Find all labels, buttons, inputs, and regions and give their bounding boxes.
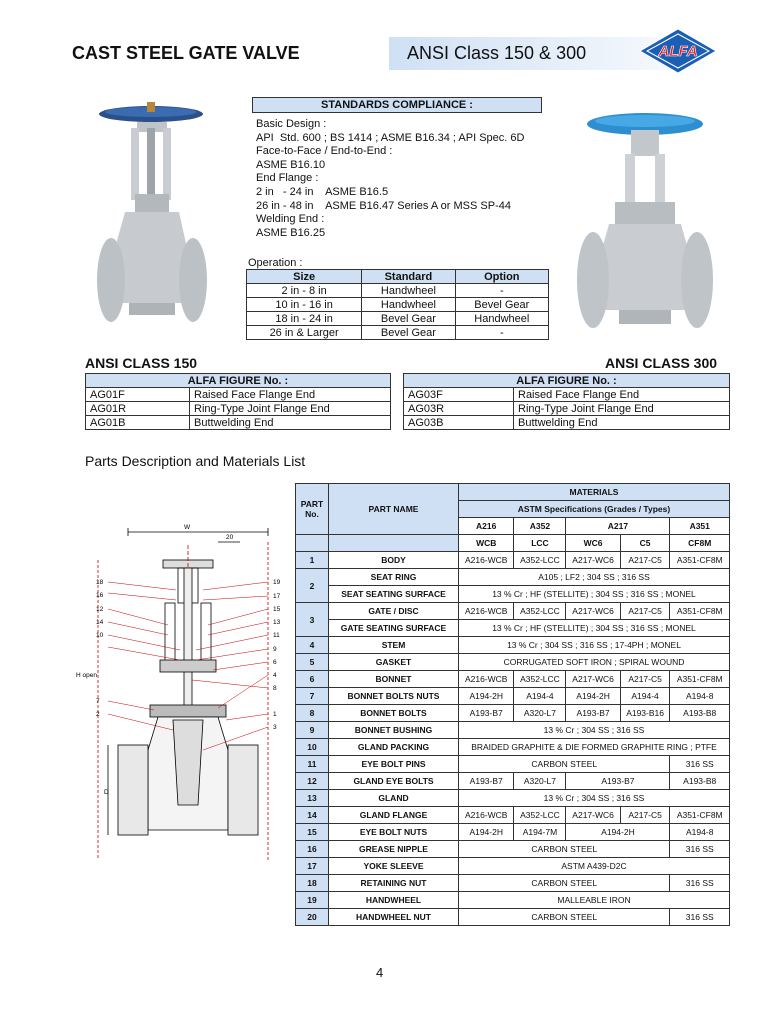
type-header: C5 [620,535,670,552]
material-cell: A216-WCB [459,552,514,569]
callout-label: 9 [273,646,277,653]
op-cell: 26 in & Larger [247,326,362,340]
op-cell: 18 in - 24 in [247,312,362,326]
part-name: HANDWHEEL [329,892,459,909]
op-cell: Bevel Gear [362,312,455,326]
material-cell: A352-LCC [514,671,566,688]
part-number: 14 [296,807,329,824]
dim-hopen-label: H open [76,672,97,679]
part-name: RETAINING NUT [329,875,459,892]
valve-cross-section-diagram [68,520,288,880]
callout-label: 17 [273,593,281,600]
material-cell: A352-LCC [514,552,566,569]
op-cell: Handwheel [455,312,548,326]
part-number: 12 [296,773,329,790]
material-cell: A193-B8 [670,773,730,790]
part-number: 1 [296,552,329,569]
table-row [247,326,549,340]
grade-header: A217 [566,518,670,535]
callout-label: 14 [96,619,104,626]
gate-valve-photo-class300 [575,110,715,332]
material-cell: A352-LCC [514,603,566,620]
part-name: YOKE SLEEVE [329,858,459,875]
standards-line: ASME B16.25 [256,226,326,239]
material-cell: A194-7M [514,824,566,841]
figure-code: AG03F [404,388,514,402]
table-row [296,654,730,671]
dim-20-label: 20 [226,534,234,541]
type-header: CF8M [670,535,730,552]
figure-desc: Buttwelding End [190,416,391,430]
material-cell: A194-4 [514,688,566,705]
table-row [404,416,730,430]
table-row [296,637,730,654]
material-cell: 13 % Cr ; HF (STELLITE) ; 304 SS ; 316 SS ; MONEL [459,586,730,603]
material-cell: A217-WC6 [566,807,620,824]
op-cell: Handwheel [362,298,455,312]
part-name: GATE SEATING SURFACE [329,620,459,637]
callout-label: 12 [96,606,104,613]
part-name: GLAND FLANGE [329,807,459,824]
material-cell: 13 % Cr ; 304 SS ; 316 SS ; 17-4PH ; MONEL [459,637,730,654]
part-number: 5 [296,654,329,671]
callout-label: 19 [273,579,281,586]
standards-line: 26 in - 48 in ASME B16.47 Series A or MSS SP-44 [256,199,511,212]
callout-label: 15 [273,606,281,613]
op-cell: 10 in - 16 in [247,298,362,312]
standards-line: End Flange : [256,172,319,185]
op-cell: - [455,284,548,298]
table-row [404,402,730,416]
part-name-header: PART NAME [329,484,459,535]
op-header: Option [455,270,548,284]
material-cell: A193-B7 [459,773,514,790]
table-row [296,569,730,586]
material-cell: A217-C5 [620,603,670,620]
material-cell: A193-B7 [566,705,620,722]
op-cell: - [455,326,548,340]
material-cell: A217-WC6 [566,603,620,620]
material-cell: A193-B7 [459,705,514,722]
table-row [86,402,391,416]
page-title: CAST STEEL GATE VALVE [72,43,300,63]
material-cell: BRAIDED GRAPHITE & DIE FORMED GRAPHITE RING ; PTFE [459,739,730,756]
grade-header: A216 [459,518,514,535]
alfa-logo [638,27,718,75]
callout-label: 6 [273,659,277,666]
grade-header: A351 [670,518,730,535]
dim-w-label: W [184,524,191,531]
figure-heading: ALFA FIGURE No. : [404,374,730,388]
class300-figure-table [403,373,730,430]
class300-label: ANSI CLASS 300 [605,355,718,371]
material-cell: A320-L7 [514,773,566,790]
part-number: 7 [296,688,329,705]
astm-header: ASTM Specifications (Grades / Types) [459,501,730,518]
callout-label: 3 [273,724,277,731]
material-cell: A194-8 [670,824,730,841]
material-cell: 316 SS [670,875,730,892]
material-cell: CARBON STEEL [459,841,670,858]
material-cell: A105 ; LF2 ; 304 SS ; 316 SS [459,569,730,586]
standards-line: Basic Design : [256,118,327,130]
figure-code: AG01R [86,402,190,416]
table-row [296,620,730,637]
material-cell: A351-CF8M [670,552,730,569]
figure-desc: Buttwelding End [514,416,730,430]
part-number: 4 [296,637,329,654]
figure-code: AG03B [404,416,514,430]
table-row [296,773,730,790]
part-number: 18 [296,875,329,892]
material-cell: ASTM A439-D2C [459,858,730,875]
material-cell: A217-C5 [620,671,670,688]
figure-desc: Raised Face Flange End [190,388,391,402]
material-cell: A351-CF8M [670,807,730,824]
material-cell: A194-2H [566,688,620,705]
figure-desc: Raised Face Flange End [514,388,730,402]
table-row [404,388,730,402]
material-cell: A193-B8 [670,705,730,722]
blank-cell [296,535,329,552]
part-name: SEAT SEATING SURFACE [329,586,459,603]
part-number: 17 [296,858,329,875]
parts-title: Parts Description and Materials List [85,453,306,469]
callout-label: 8 [273,685,277,692]
table-row [296,705,730,722]
op-cell: 2 in - 8 in [247,284,362,298]
op-header: Standard [362,270,455,284]
part-name: GATE / DISC [329,603,459,620]
standards-line: Welding End : [256,213,325,226]
part-number: 9 [296,722,329,739]
table-row [296,603,730,620]
operation-table [246,269,549,340]
table-row [86,416,391,430]
part-number: 11 [296,756,329,773]
table-row [86,388,391,402]
material-cell: A351-CF8M [670,603,730,620]
material-cell: A193-B16 [620,705,670,722]
table-row [296,586,730,603]
operation-label: Operation : [248,257,303,269]
table-row [247,312,549,326]
op-cell: Handwheel [362,284,455,298]
material-cell: 316 SS [670,756,730,773]
material-cell: A217-C5 [620,807,670,824]
material-cell: A217-WC6 [566,552,620,569]
table-row [296,807,730,824]
material-cell: A216-WCB [459,671,514,688]
callout-label: 1 [273,711,277,718]
class-banner-text: ANSI Class 150 & 300 [407,43,587,63]
material-cell: CARBON STEEL [459,875,670,892]
standards-line: Face-to-Face / End-to-End : [256,145,393,158]
material-cell: A217-C5 [620,552,670,569]
callout-label: 13 [273,619,281,626]
table-row [296,756,730,773]
standards-text [256,118,524,240]
figure-desc: Ring-Type Joint Flange End [190,402,391,416]
callout-label: 16 [96,592,104,599]
part-name: GLAND EYE BOLTS [329,773,459,790]
class150-figure-table [85,373,391,430]
part-number: 16 [296,841,329,858]
material-cell: A194-2H [459,688,514,705]
part-number: 20 [296,909,329,926]
op-header: Size [247,270,362,284]
part-number: 10 [296,739,329,756]
part-name: GASKET [329,654,459,671]
material-cell: 316 SS [670,909,730,926]
standards-heading: STANDARDS COMPLIANCE : [252,97,542,113]
part-name: EYE BOLT PINS [329,756,459,773]
table-row [296,875,730,892]
material-cell: A320-L7 [514,705,566,722]
part-name: GLAND PACKING [329,739,459,756]
callout-label: 2 [96,711,100,718]
standards-line: API Std. 600 ; BS 1414 ; ASME B16.34 ; API Spec. 6D [256,131,525,144]
materials-header: MATERIALS [459,484,730,501]
op-cell: Bevel Gear [455,298,548,312]
table-row [296,824,730,841]
part-number: 8 [296,705,329,722]
part-number: 15 [296,824,329,841]
part-name: GREASE NIPPLE [329,841,459,858]
table-row [296,858,730,875]
material-cell: CARBON STEEL [459,909,670,926]
table-row [296,688,730,705]
table-row [296,671,730,688]
part-number: 3 [296,603,329,637]
part-number: 13 [296,790,329,807]
callout-label: 10 [96,632,104,639]
material-cell: A217-WC6 [566,671,620,688]
material-cell: A351-CF8M [670,671,730,688]
table-row [296,552,730,569]
standards-line: ASME B16.10 [256,158,326,171]
table-row [247,298,549,312]
figure-heading: ALFA FIGURE No. : [86,374,391,388]
table-row [296,892,730,909]
materials-table [295,483,730,926]
material-cell: 13 % Cr ; 304 SS ; 316 SS [459,722,730,739]
part-name: BODY [329,552,459,569]
material-cell: A194-4 [620,688,670,705]
table-row [296,790,730,807]
figure-desc: Ring-Type Joint Flange End [514,402,730,416]
material-cell: CORRUGATED SOFT IRON ; SPIRAL WOUND [459,654,730,671]
material-cell: A216-WCB [459,807,514,824]
material-cell: A352-LCC [514,807,566,824]
part-name: STEM [329,637,459,654]
material-cell: A194-8 [670,688,730,705]
part-number: 19 [296,892,329,909]
material-cell: A194-2H [566,824,670,841]
material-cell: A193-B7 [566,773,670,790]
table-row [247,284,549,298]
material-cell: A194-2H [459,824,514,841]
standards-line: 2 in - 24 in ASME B16.5 [256,185,389,198]
material-cell: 316 SS [670,841,730,858]
figure-code: AG03R [404,402,514,416]
figure-code: AG01B [86,416,190,430]
type-header: WC6 [566,535,620,552]
part-number: 6 [296,671,329,688]
grade-header: A352 [514,518,566,535]
figure-code: AG01F [86,388,190,402]
part-name: EYE BOLT NUTS [329,824,459,841]
material-cell: 13 % Cr ; HF (STELLITE) ; 304 SS ; 316 SS ; MONEL [459,620,730,637]
material-cell: 13 % Cr ; 304 SS ; 316 SS [459,790,730,807]
svg-text:ALFA: ALFA [658,43,698,60]
table-row [296,909,730,926]
callout-label: 18 [96,579,104,586]
callout-label: 11 [273,632,280,639]
dim-d-label: D [104,789,109,796]
part-number: 2 [296,569,329,603]
part-name: BONNET BOLTS [329,705,459,722]
table-row [296,722,730,739]
class150-label: ANSI CLASS 150 [85,355,198,371]
part-name: BONNET [329,671,459,688]
material-cell: CARBON STEEL [459,756,670,773]
part-name: BONNET BOLTS NUTS [329,688,459,705]
blank-cell [329,535,459,552]
part-name: BONNET BUSHING [329,722,459,739]
op-cell: Bevel Gear [362,326,455,340]
part-name: SEAT RING [329,569,459,586]
table-row [296,841,730,858]
page-number: 4 [376,965,384,980]
part-no-header: PART No. [296,484,329,535]
part-name: GLAND [329,790,459,807]
table-row [296,739,730,756]
gate-valve-photo-class150 [95,98,215,330]
type-header: LCC [514,535,566,552]
callout-label: 7 [96,698,100,705]
part-name: HANDWHEEL NUT [329,909,459,926]
type-header: WCB [459,535,514,552]
callout-label: 4 [273,672,277,679]
material-cell: A216-WCB [459,603,514,620]
material-cell: MALLEABLE IRON [459,892,730,909]
